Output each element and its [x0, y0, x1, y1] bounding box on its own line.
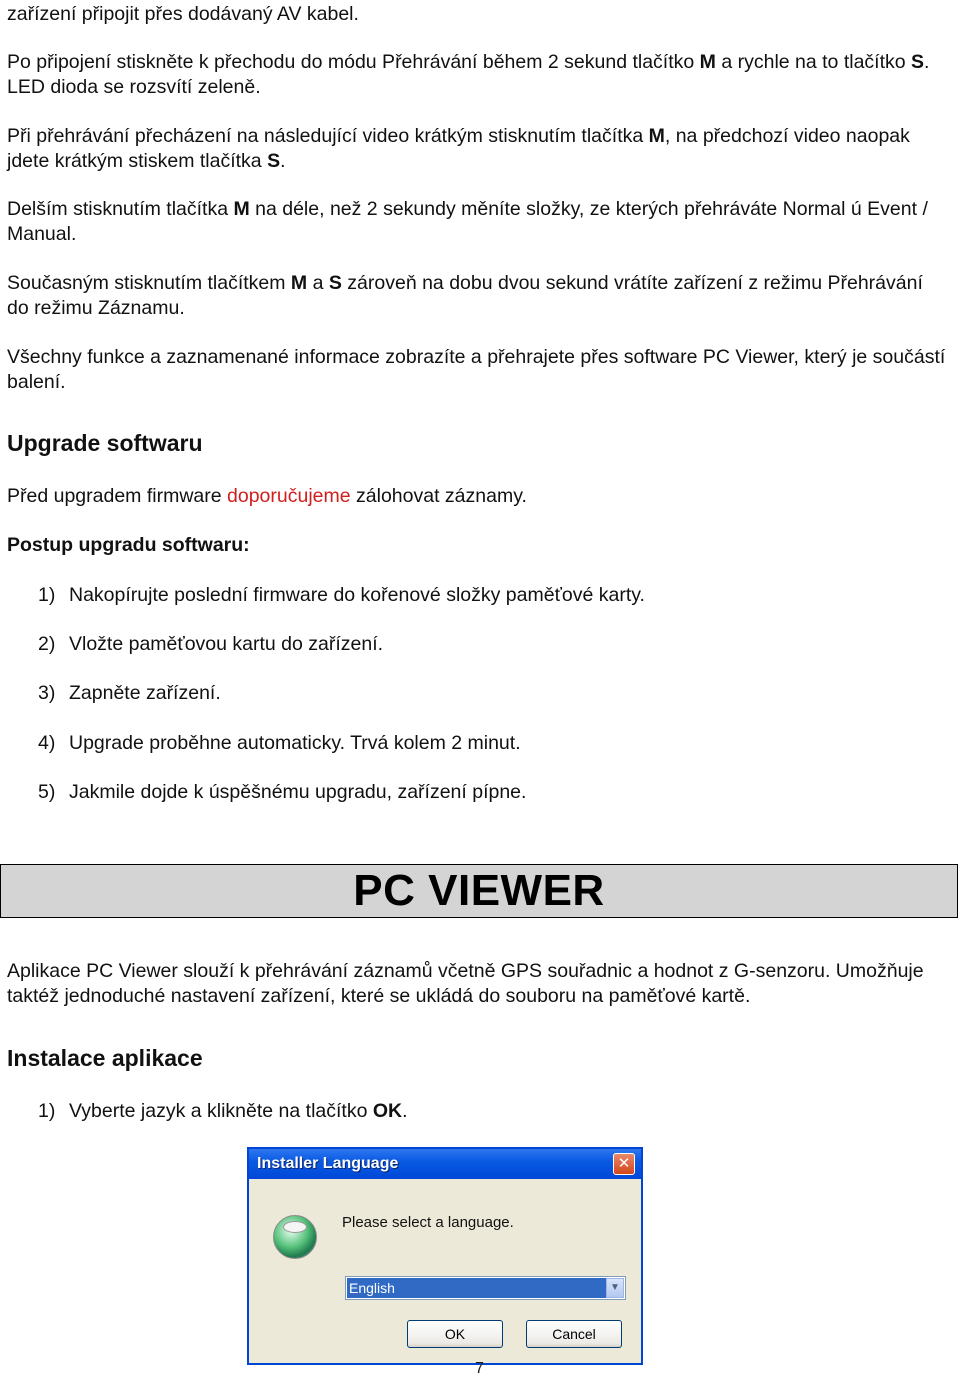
- key-m: M: [233, 198, 250, 220]
- key-m: M: [648, 125, 665, 147]
- chevron-down-icon[interactable]: ▼: [606, 1278, 624, 1298]
- page-number: 7: [475, 1360, 484, 1377]
- dialog-titlebar[interactable]: [249, 1149, 641, 1179]
- language-select[interactable]: [345, 1276, 626, 1300]
- paragraph-playback-mode: [7, 50, 947, 99]
- key-s: S: [328, 272, 342, 294]
- list-number: 2): [38, 633, 56, 655]
- dialog-title: Installer Language: [257, 1155, 399, 1172]
- key-s: S: [911, 51, 925, 73]
- text: . LED dioda se rozsvítí zeleně.: [7, 51, 930, 98]
- paragraph-pc-viewer-intro: Aplikace PC Viewer slouží k přehrávání záznamů včetně GPS souřadnic a hodnot z G-senzoru. Umožňuje taktéž jednoduché nastavení zařízení, které se ukládá do souboru na paměťové kartě.: [7, 960, 924, 1007]
- paragraph-pc-viewer-info: Všechny funkce a zaznamenané informace zobrazíte a přehrajete přes software PC Viewer, který je součástí balení.: [7, 346, 946, 393]
- paragraph-av-cable: zařízení připojit přes dodávaný AV kabel.: [7, 3, 359, 25]
- paragraph-backup-note: [7, 484, 947, 509]
- installer-globe-icon: [273, 1215, 317, 1259]
- list-text: .: [402, 1100, 408, 1122]
- recommend-highlight: doporučujeme: [227, 485, 351, 507]
- list-text: Zapněte zařízení.: [69, 682, 221, 704]
- text: , na předchozí video naopak jdete krátkým stiskem tlačítka: [7, 125, 910, 172]
- list-text: Vložte paměťovou kartu do zařízení.: [69, 633, 384, 655]
- cancel-button[interactable]: Cancel: [526, 1320, 622, 1348]
- banner-title: PC VIEWER: [353, 865, 605, 915]
- heading-upgrade-steps: Postup upgradu softwaru:: [7, 534, 250, 556]
- text: Delším stisknutím tlačítka: [7, 198, 234, 220]
- key-m: M: [290, 272, 308, 294]
- text: .: [280, 149, 286, 172]
- text: zároveň na dobu dvou sekund vrátíte zařízení z režimu Přehrávání do režimu Záznamu.: [7, 272, 923, 319]
- dialog-prompt: Please select a language.: [342, 1214, 514, 1231]
- list-text: Upgrade proběhne automaticky. Trvá kolem 2 minut.: [69, 732, 521, 754]
- paragraph-folders: [7, 197, 947, 246]
- list-number: 4): [38, 732, 56, 754]
- text: a: [307, 272, 329, 294]
- key-m: M: [699, 51, 716, 73]
- cd-icon: [283, 1221, 307, 1233]
- text: Současným stisknutím tlačítkem: [7, 272, 291, 294]
- list-number: 3): [38, 682, 56, 704]
- text: zálohovat záznamy.: [350, 485, 527, 507]
- list-item: [38, 632, 938, 657]
- text: Při přehrávání přecházení na následující video krátkým stisknutím tlačítka: [7, 125, 649, 147]
- section-banner: [0, 864, 958, 918]
- text: a rychle na to tlačítko: [715, 51, 912, 73]
- paragraph-return-record: [7, 271, 947, 320]
- list-item: [38, 583, 938, 608]
- list-text: Vyberte jazyk a klikněte na tlačítko: [69, 1100, 373, 1122]
- ok-button[interactable]: OK: [407, 1320, 503, 1348]
- language-select-value: English: [347, 1278, 607, 1298]
- list-number: 1): [38, 1100, 56, 1122]
- list-item: [38, 681, 938, 706]
- list-number: 1): [38, 584, 56, 606]
- paragraph-navigation: [7, 124, 947, 173]
- text: na déle, než 2 sekundy měníte složky, ze kterých přehráváte Normal ú Event / Manual.: [7, 198, 928, 245]
- list-item: [38, 780, 938, 805]
- text: Před upgradem firmware: [7, 485, 228, 507]
- ok-keyword: OK: [372, 1100, 403, 1122]
- list-item: [38, 731, 938, 756]
- list-item: [38, 1099, 938, 1124]
- text: Po připojení stiskněte k přechodu do módu Přehrávání během 2 sekund tlačítko: [7, 51, 700, 73]
- list-text: Jakmile dojde k úspěšnému upgradu, zařízení pípne.: [69, 781, 527, 803]
- heading-upgrade: Upgrade softwaru: [7, 430, 203, 456]
- installer-language-dialog: [247, 1147, 643, 1365]
- heading-install: Instalace aplikace: [7, 1045, 203, 1071]
- key-s: S: [267, 149, 281, 172]
- close-icon[interactable]: ✕: [613, 1153, 635, 1175]
- list-text: Nakopírujte poslední firmware do kořenové složky paměťové karty.: [69, 584, 645, 606]
- list-number: 5): [38, 781, 56, 803]
